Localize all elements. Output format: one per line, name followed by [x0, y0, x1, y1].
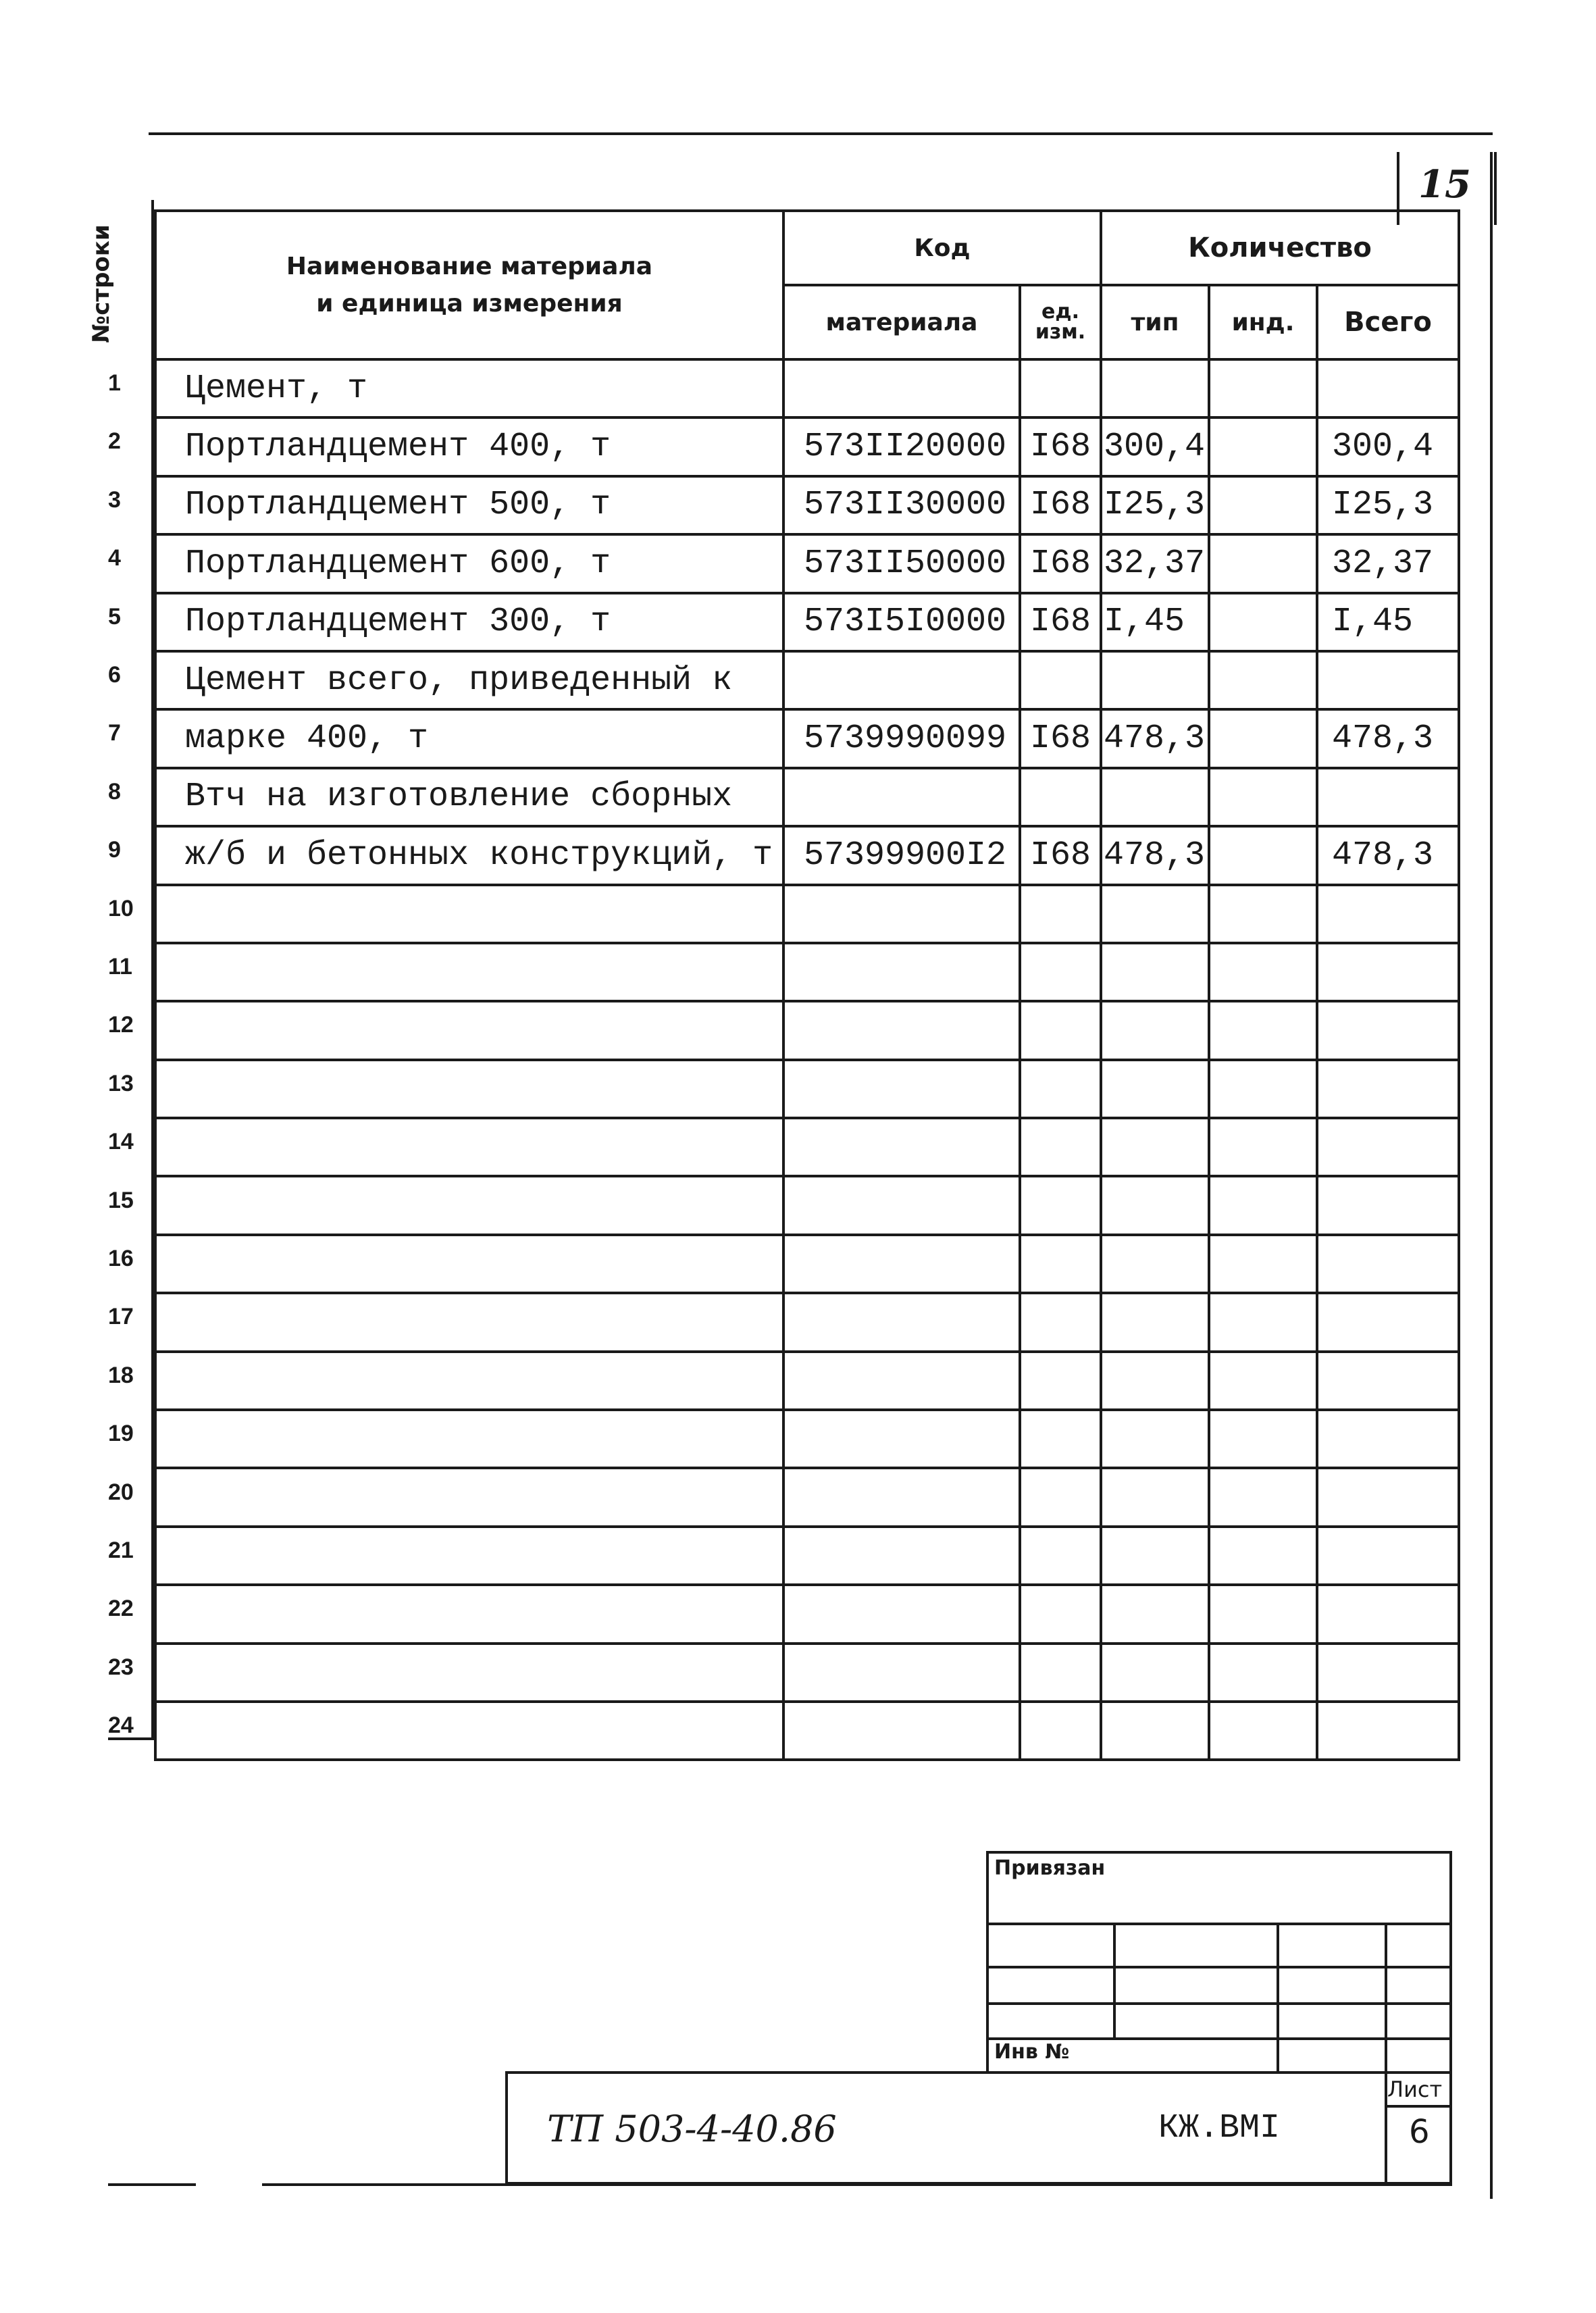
sheet-label-rule [1385, 2105, 1452, 2108]
row-number: 12 [108, 1012, 134, 1038]
material-code-cell: 5739990099 [783, 709, 1020, 767]
qty-ind-cell [1209, 359, 1317, 417]
material-name-cell [155, 1702, 783, 1760]
material-code-cell [783, 1410, 1020, 1468]
material-name-cell [155, 1118, 783, 1176]
table-row [155, 1176, 1459, 1234]
row-number: 18 [108, 1362, 134, 1388]
material-code-cell [783, 1527, 1020, 1585]
row-number: 19 [108, 1421, 134, 1447]
qty-ind-cell [1209, 1702, 1317, 1760]
row-number: 11 [108, 954, 132, 980]
qty-total-cell [1317, 1527, 1459, 1585]
material-name-cell [155, 1352, 783, 1410]
material-code-cell [783, 1468, 1020, 1526]
qty-total-cell: I,45 [1317, 593, 1459, 651]
sheet-number: 6 [1409, 2113, 1430, 2151]
bottom-rule-left [108, 2183, 196, 2186]
row-number: 13 [108, 1070, 134, 1096]
qty-ind-cell [1209, 1118, 1317, 1176]
material-name-cell: марке 400, т [155, 709, 783, 767]
qty-type-cell [1101, 1702, 1209, 1760]
qty-type-cell [1101, 1527, 1209, 1585]
stamp-rule-3 [986, 2002, 1452, 2005]
qty-ind-cell [1209, 1001, 1317, 1059]
materials-table [154, 209, 1460, 1761]
unit-code-cell [1020, 1176, 1101, 1234]
material-code-cell [783, 943, 1020, 1001]
material-name-cell [155, 1060, 783, 1118]
qty-ind-cell [1209, 1060, 1317, 1118]
qty-type-cell [1101, 1001, 1209, 1059]
table-row [155, 1235, 1459, 1293]
stamp-vline-1 [1113, 1923, 1116, 2037]
stamp-inv-label: Инв № [994, 2040, 1070, 2064]
table-row [155, 417, 1459, 476]
qty-type-cell [1101, 1468, 1209, 1526]
qty-type-cell [1101, 1585, 1209, 1643]
qty-type-cell [1101, 651, 1209, 709]
table-row [155, 768, 1459, 826]
qty-type-cell: 32,37 [1101, 534, 1209, 592]
row-number: 16 [108, 1246, 134, 1271]
row-number: 17 [108, 1304, 134, 1330]
qty-ind-cell [1209, 826, 1317, 884]
unit-code-cell [1020, 1001, 1101, 1059]
table-row [155, 534, 1459, 592]
table-row [155, 1644, 1459, 1702]
qty-ind-cell [1209, 1176, 1317, 1234]
qty-total-cell [1317, 1585, 1459, 1643]
qty-total-cell [1317, 1644, 1459, 1702]
qty-type-cell [1101, 768, 1209, 826]
material-name-cell: Портландцемент 600, т [155, 534, 783, 592]
qty-ind-cell [1209, 476, 1317, 534]
material-name-cell: Цемент, т [155, 359, 783, 417]
material-code-cell [783, 1118, 1020, 1176]
stamp-vline-2 [1277, 1923, 1279, 2074]
material-code-cell: 573II30000 [783, 476, 1020, 534]
qty-total-cell [1317, 943, 1459, 1001]
stamp-attached-label: Привязан [994, 1856, 1106, 1880]
material-name-cell [155, 885, 783, 943]
qty-total-cell: 478,3 [1317, 709, 1459, 767]
material-code-cell [783, 359, 1020, 417]
row-number: 14 [108, 1129, 134, 1155]
qty-total-cell [1317, 1235, 1459, 1293]
material-code-cell [783, 1235, 1020, 1293]
row-number-column-label: №строки [88, 224, 115, 343]
qty-total-cell [1317, 1060, 1459, 1118]
header-row-1 [155, 211, 1459, 285]
material-code-cell [783, 1585, 1020, 1643]
qty-ind-cell [1209, 768, 1317, 826]
qty-ind-cell [1209, 1585, 1317, 1643]
table-row [155, 709, 1459, 767]
unit-code-cell: I68 [1020, 826, 1101, 884]
material-name-cell [155, 1644, 783, 1702]
unit-header: ед. изм. [1020, 285, 1101, 359]
material-name-cell [155, 1001, 783, 1059]
qty-type-cell: 478,3 [1101, 709, 1209, 767]
document-mark: КЖ.ВМI [1158, 2109, 1281, 2147]
table-row [155, 476, 1459, 534]
unit-code-cell [1020, 1118, 1101, 1176]
unit-code-cell: I68 [1020, 593, 1101, 651]
qty-total-cell [1317, 1176, 1459, 1234]
qty-total-cell [1317, 1702, 1459, 1760]
qty-type-cell: 300,4 [1101, 417, 1209, 476]
unit-code-cell [1020, 1410, 1101, 1468]
bottom-rule-main [262, 2183, 1452, 2186]
quantity-group-header: Количество [1101, 211, 1459, 285]
qty-ind-cell [1209, 1293, 1317, 1351]
sheet-label: Лист [1387, 2077, 1443, 2102]
material-name-cell [155, 1585, 783, 1643]
unit-code-cell [1020, 1293, 1101, 1351]
unit-code-cell [1020, 885, 1101, 943]
table-row [155, 1410, 1459, 1468]
name-header-line-2: и единица измерения [316, 290, 623, 317]
material-code-cell [783, 1702, 1020, 1760]
document-code: ТП 503-4-40.86 [547, 2108, 837, 2150]
material-code-cell [783, 1060, 1020, 1118]
table-row [155, 1118, 1459, 1176]
table-row [155, 943, 1459, 1001]
table-row [155, 1585, 1459, 1643]
qty-ind-cell [1209, 943, 1317, 1001]
name-header-line-1: Наименование материала [286, 253, 653, 280]
row-number: 9 [108, 837, 121, 863]
row-number: 1 [108, 370, 121, 396]
qty-total-cell [1317, 1352, 1459, 1410]
material-code-cell: 573I5I0000 [783, 593, 1020, 651]
qty-total-cell: 478,3 [1317, 826, 1459, 884]
name-header [155, 211, 783, 359]
qty-total-cell [1317, 768, 1459, 826]
qty-ind-header: инд. [1209, 285, 1317, 359]
table-row [155, 1702, 1459, 1760]
qty-ind-cell [1209, 417, 1317, 476]
right-frame [1490, 152, 1493, 2199]
material-name-cell [155, 1410, 783, 1468]
material-name-cell [155, 1468, 783, 1526]
table-row [155, 1527, 1459, 1585]
material-name-cell [155, 1527, 783, 1585]
material-code-cell: 57399900I2 [783, 826, 1020, 884]
top-rule [149, 132, 1493, 135]
qty-total-cell [1317, 359, 1459, 417]
qty-type-cell [1101, 1118, 1209, 1176]
material-name-cell [155, 1293, 783, 1351]
material-code-cell [783, 651, 1020, 709]
qty-type-cell [1101, 1410, 1209, 1468]
unit-code-cell [1020, 1527, 1101, 1585]
qty-total-cell [1317, 1001, 1459, 1059]
qty-total-header: Всего [1317, 285, 1459, 359]
table-row [155, 359, 1459, 417]
unit-code-cell [1020, 651, 1101, 709]
material-name-cell [155, 1176, 783, 1234]
qty-type-header: тип [1101, 285, 1209, 359]
unit-code-cell: I68 [1020, 534, 1101, 592]
material-name-cell: ж/б и бетонных конструкций, т [155, 826, 783, 884]
material-code-cell [783, 1352, 1020, 1410]
page-number: 15 [1418, 162, 1471, 207]
row-number: 20 [108, 1479, 134, 1505]
material-code-cell [783, 885, 1020, 943]
row-number: 23 [108, 1654, 134, 1680]
qty-total-cell [1317, 651, 1459, 709]
material-code-cell [783, 1293, 1020, 1351]
material-code-cell: 573II20000 [783, 417, 1020, 476]
unit-code-cell [1020, 1702, 1101, 1760]
qty-type-cell: I,45 [1101, 593, 1209, 651]
row-number: 6 [108, 662, 121, 688]
qty-type-cell [1101, 943, 1209, 1001]
row-number: 15 [108, 1187, 134, 1213]
material-name-cell: Портландцемент 500, т [155, 476, 783, 534]
table-row [155, 1001, 1459, 1059]
stamp-rule-1 [986, 1923, 1452, 1925]
row-number: 22 [108, 1596, 134, 1622]
qty-ind-cell [1209, 1644, 1317, 1702]
material-name-cell: Портландцемент 300, т [155, 593, 783, 651]
material-code-cell [783, 1644, 1020, 1702]
qty-type-cell [1101, 885, 1209, 943]
qty-ind-cell [1209, 885, 1317, 943]
table-row [155, 593, 1459, 651]
code-material-header: материала [783, 285, 1020, 359]
table-row [155, 885, 1459, 943]
unit-code-cell: I68 [1020, 709, 1101, 767]
row-number: 8 [108, 778, 121, 805]
row-number: 24 [108, 1712, 134, 1739]
table-row [155, 651, 1459, 709]
material-code-cell: 573II50000 [783, 534, 1020, 592]
unit-code-cell [1020, 1468, 1101, 1526]
material-name-cell: Цемент всего, приведенный к [155, 651, 783, 709]
stamp-rule-2 [986, 1966, 1452, 1968]
table-row [155, 1060, 1459, 1118]
qty-total-cell [1317, 1293, 1459, 1351]
material-code-cell [783, 1176, 1020, 1234]
row-number: 3 [108, 486, 121, 513]
material-name-cell: Портландцемент 400, т [155, 417, 783, 476]
qty-ind-cell [1209, 1235, 1317, 1293]
table-body [155, 359, 1459, 1760]
row-number: 2 [108, 428, 121, 455]
unit-code-cell [1020, 1644, 1101, 1702]
row-number: 4 [108, 545, 121, 571]
row-number: 5 [108, 603, 121, 630]
table-row [155, 1293, 1459, 1351]
qty-ind-cell [1209, 709, 1317, 767]
table-row [155, 1468, 1459, 1526]
code-group-header: Код [783, 211, 1101, 285]
qty-ind-cell [1209, 1468, 1317, 1526]
unit-code-cell [1020, 768, 1101, 826]
row-number: 21 [108, 1537, 134, 1563]
qty-total-cell [1317, 1410, 1459, 1468]
qty-ind-cell [1209, 1352, 1317, 1410]
qty-type-cell: 478,3 [1101, 826, 1209, 884]
qty-ind-cell [1209, 1527, 1317, 1585]
qty-ind-cell [1209, 1410, 1317, 1468]
qty-type-cell [1101, 1235, 1209, 1293]
qty-type-cell [1101, 1060, 1209, 1118]
qty-total-cell: I25,3 [1317, 476, 1459, 534]
unit-code-cell [1020, 1352, 1101, 1410]
unit-code-cell [1020, 1060, 1101, 1118]
qty-ind-cell [1209, 593, 1317, 651]
qty-type-cell [1101, 359, 1209, 417]
unit-code-cell [1020, 359, 1101, 417]
unit-code-cell: I68 [1020, 417, 1101, 476]
row-number: 10 [108, 895, 134, 921]
table-row [155, 826, 1459, 884]
qty-type-cell: I25,3 [1101, 476, 1209, 534]
qty-type-cell [1101, 1644, 1209, 1702]
unit-code-cell [1020, 943, 1101, 1001]
material-name-cell [155, 943, 783, 1001]
unit-code-cell: I68 [1020, 476, 1101, 534]
qty-type-cell [1101, 1352, 1209, 1410]
unit-code-cell [1020, 1235, 1101, 1293]
qty-total-cell: 300,4 [1317, 417, 1459, 476]
qty-total-cell [1317, 1468, 1459, 1526]
material-name-cell [155, 1235, 783, 1293]
material-code-cell [783, 768, 1020, 826]
qty-total-cell [1317, 1118, 1459, 1176]
material-code-cell [783, 1001, 1020, 1059]
qty-total-cell [1317, 885, 1459, 943]
row-number: 7 [108, 720, 121, 746]
unit-code-cell [1020, 1585, 1101, 1643]
table-row [155, 1352, 1459, 1410]
qty-type-cell [1101, 1293, 1209, 1351]
qty-ind-cell [1209, 651, 1317, 709]
qty-ind-cell [1209, 534, 1317, 592]
material-name-cell: Втч на изготовление сборных [155, 768, 783, 826]
qty-type-cell [1101, 1176, 1209, 1234]
qty-total-cell: 32,37 [1317, 534, 1459, 592]
